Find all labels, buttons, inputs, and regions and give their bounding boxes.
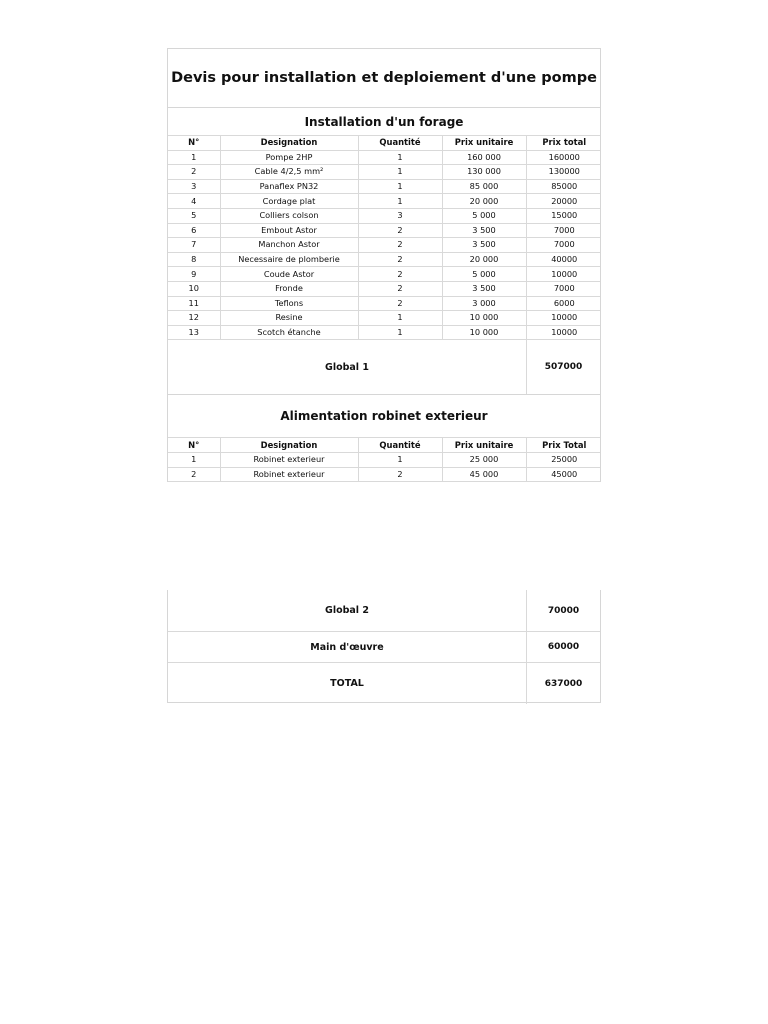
cell-designation: Coude Astor <box>220 267 358 282</box>
cell-total-price: 7000 <box>526 281 601 296</box>
table-row <box>168 150 601 165</box>
cell-total-price: 10000 <box>526 311 601 326</box>
section1-title: Installation d'un forage <box>304 114 464 129</box>
table-row <box>168 281 601 296</box>
table-row <box>168 467 601 481</box>
cell-total-price: 130000 <box>526 165 601 180</box>
blank-row <box>168 481 600 482</box>
cell-unit-price: 45 000 <box>442 467 526 481</box>
cell-number: 2 <box>168 467 220 481</box>
quote-sheet-top <box>167 48 601 482</box>
cell-total-price: 40000 <box>526 252 601 267</box>
total-label: TOTAL <box>168 663 527 704</box>
cell-designation: Manchon Astor <box>220 238 358 253</box>
header-designation: Designation <box>220 438 358 453</box>
table-row <box>168 165 601 180</box>
cell-designation: Panaflex PN32 <box>220 179 358 194</box>
cell-quantity: 2 <box>358 223 442 238</box>
table-row <box>168 194 601 209</box>
header-unit-price: Prix unitaire <box>442 136 526 151</box>
table-row <box>168 252 601 267</box>
cell-quantity: 1 <box>358 311 442 326</box>
cell-designation: Teflons <box>220 296 358 311</box>
global1-row <box>168 339 600 394</box>
cell-quantity: 1 <box>358 165 442 180</box>
cell-designation: Pompe 2HP <box>220 150 358 165</box>
cell-number: 13 <box>168 325 220 339</box>
cell-number: 3 <box>168 179 220 194</box>
cell-unit-price: 3 500 <box>442 281 526 296</box>
cell-total-price: 160000 <box>526 150 601 165</box>
labour-value: 60000 <box>547 642 580 652</box>
global2-value: 70000 <box>547 605 580 616</box>
labour-label: Main d'œuvre <box>168 632 527 662</box>
cell-number: 1 <box>168 452 220 467</box>
total-row <box>168 662 600 704</box>
table-row <box>168 311 601 326</box>
cell-quantity: 2 <box>358 238 442 253</box>
cell-designation: Scotch étanche <box>220 325 358 339</box>
global2-label: Global 2 <box>168 590 527 631</box>
table-row <box>168 296 601 311</box>
cell-unit-price: 20 000 <box>442 194 526 209</box>
header-quantity: Quantité <box>358 136 442 151</box>
cell-number: 9 <box>168 267 220 282</box>
header-number: N° <box>168 438 220 453</box>
header-total-price: Prix total <box>526 136 601 151</box>
global1-label: Global 1 <box>168 340 527 394</box>
cell-designation: Cordage plat <box>220 194 358 209</box>
document-title: Devis pour installation et deploiement d'une pompe <box>168 49 600 108</box>
cell-unit-price: 5 000 <box>442 208 526 223</box>
cell-number: 11 <box>168 296 220 311</box>
table-row <box>168 452 601 467</box>
cell-total-price: 45000 <box>526 467 601 481</box>
section1-table <box>168 135 601 339</box>
cell-designation: Fronde <box>220 281 358 296</box>
cell-quantity: 2 <box>358 281 442 296</box>
header-unit-price: Prix unitaire <box>442 438 526 453</box>
cell-unit-price: 3 000 <box>442 296 526 311</box>
cell-designation: Embout Astor <box>220 223 358 238</box>
cell-number: 7 <box>168 238 220 253</box>
section2-table <box>168 437 601 481</box>
table-row <box>168 325 601 339</box>
cell-total-price: 10000 <box>526 267 601 282</box>
cell-designation: Necessaire de plomberie <box>220 252 358 267</box>
cell-quantity: 1 <box>358 325 442 339</box>
cell-designation: Colliers colson <box>220 208 358 223</box>
cell-number: 1 <box>168 150 220 165</box>
cell-total-price: 7000 <box>526 238 601 253</box>
cell-unit-price: 10 000 <box>442 325 526 339</box>
cell-unit-price: 85 000 <box>442 179 526 194</box>
cell-total-price: 15000 <box>526 208 601 223</box>
global1-value: 507000 <box>544 362 583 373</box>
section2-header <box>168 438 601 453</box>
cell-number: 5 <box>168 208 220 223</box>
cell-designation: Cable 4/2,5 mm² <box>220 165 358 180</box>
quote-sheet-bottom <box>167 590 601 703</box>
header-quantity: Quantité <box>358 438 442 453</box>
cell-unit-price: 25 000 <box>442 452 526 467</box>
cell-number: 10 <box>168 281 220 296</box>
cell-quantity: 1 <box>358 150 442 165</box>
cell-unit-price: 3 500 <box>442 238 526 253</box>
cell-unit-price: 160 000 <box>442 150 526 165</box>
cell-number: 4 <box>168 194 220 209</box>
cell-total-price: 7000 <box>526 223 601 238</box>
cell-total-price: 10000 <box>526 325 601 339</box>
cell-number: 12 <box>168 311 220 326</box>
cell-quantity: 1 <box>358 194 442 209</box>
cell-unit-price: 5 000 <box>442 267 526 282</box>
table-row <box>168 238 601 253</box>
cell-number: 8 <box>168 252 220 267</box>
cell-unit-price: 10 000 <box>442 311 526 326</box>
cell-number: 2 <box>168 165 220 180</box>
table-row <box>168 223 601 238</box>
table-row <box>168 267 601 282</box>
header-designation: Designation <box>220 136 358 151</box>
cell-quantity: 1 <box>358 452 442 467</box>
cell-total-price: 25000 <box>526 452 601 467</box>
cell-quantity: 3 <box>358 208 442 223</box>
cell-total-price: 85000 <box>526 179 601 194</box>
section1-header <box>168 136 601 151</box>
total-value: 637000 <box>544 678 583 689</box>
table-row <box>168 208 601 223</box>
section2-title: Alimentation robinet exterieur <box>168 394 600 437</box>
labour-row <box>168 631 600 662</box>
cell-total-price: 20000 <box>526 194 601 209</box>
global2-row <box>168 590 600 631</box>
cell-designation: Robinet exterieur <box>220 467 358 481</box>
cell-designation: Robinet exterieur <box>220 452 358 467</box>
cell-quantity: 1 <box>358 179 442 194</box>
cell-unit-price: 130 000 <box>442 165 526 180</box>
cell-quantity: 2 <box>358 296 442 311</box>
cell-unit-price: 20 000 <box>442 252 526 267</box>
header-total-price: Prix Total <box>526 438 601 453</box>
cell-total-price: 6000 <box>526 296 601 311</box>
header-number: N° <box>168 136 220 151</box>
cell-quantity: 2 <box>358 267 442 282</box>
table-row <box>168 179 601 194</box>
cell-quantity: 2 <box>358 252 442 267</box>
cell-unit-price: 3 500 <box>442 223 526 238</box>
cell-number: 6 <box>168 223 220 238</box>
cell-quantity: 2 <box>358 467 442 481</box>
cell-designation: Resine <box>220 311 358 326</box>
